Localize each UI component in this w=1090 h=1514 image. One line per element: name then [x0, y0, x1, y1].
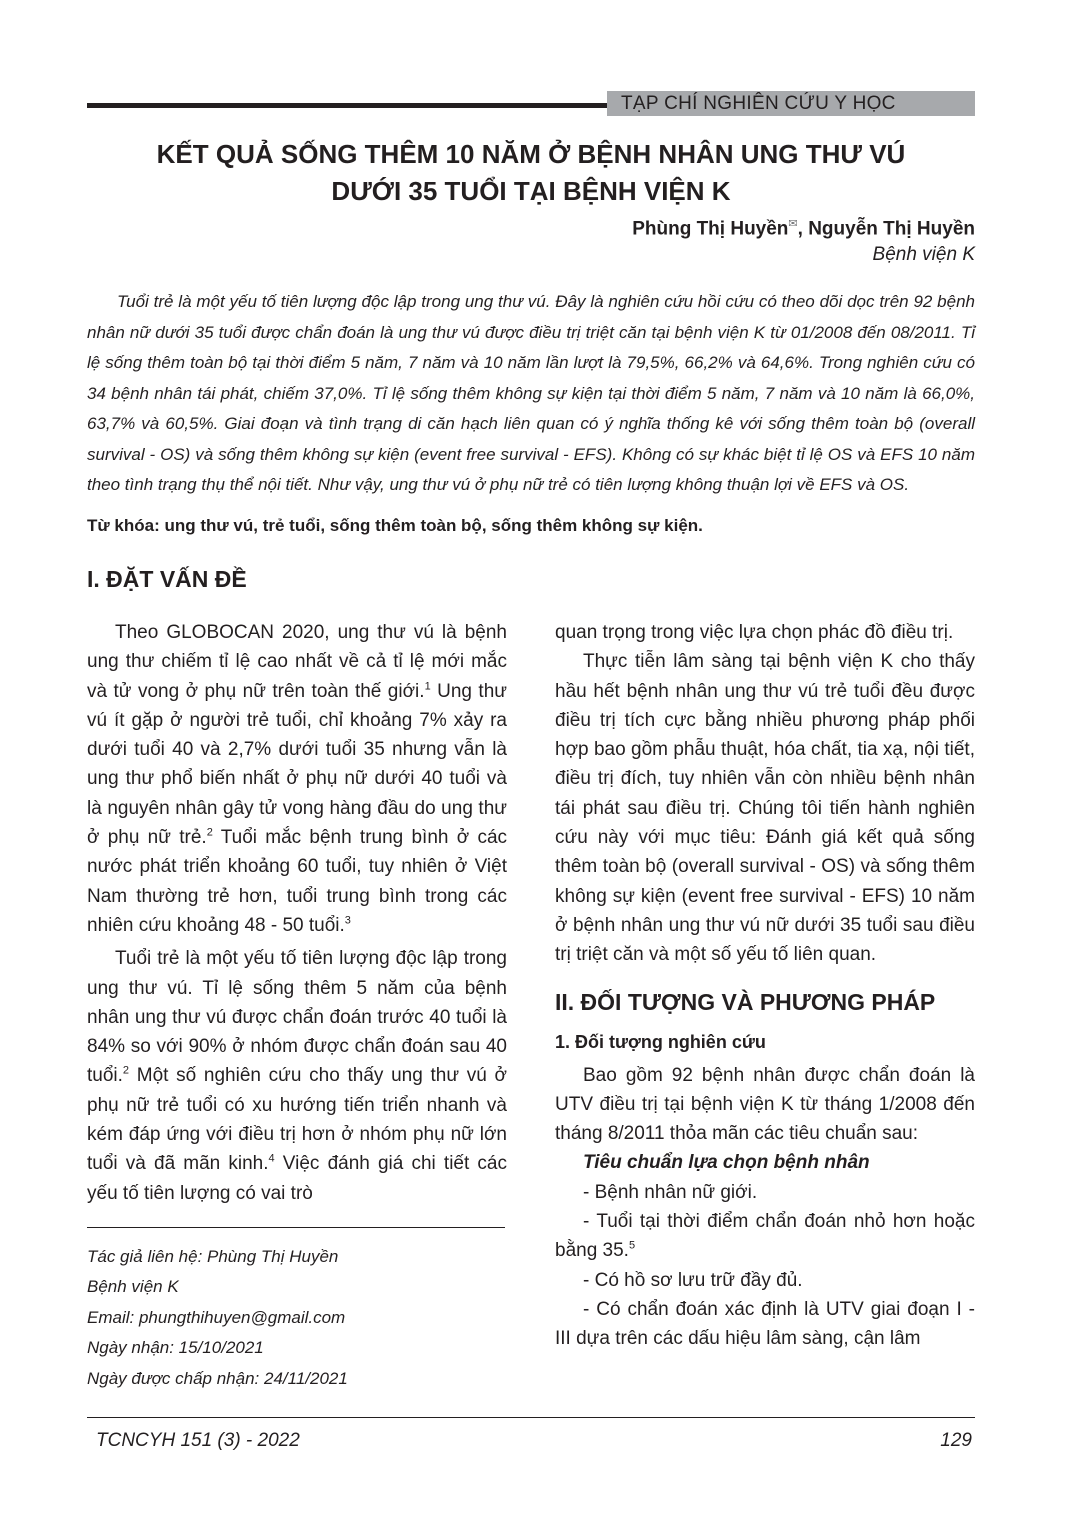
footnote-affiliation: Bệnh viện K — [87, 1277, 179, 1297]
reference-marker: 2 — [206, 826, 213, 839]
author-1: Phùng Thị Huyền — [632, 218, 789, 240]
reference-marker: 3 — [344, 914, 351, 927]
criteria-item: - Có hồ sơ lưu trữ đầy đủ. — [583, 1269, 803, 1291]
criteria-item: - Có chẩn đoán xác định là UTV giai đoạn I - III dựa trên các dấu hiệu lâm sàng, cận lâm — [555, 1298, 975, 1350]
header-rule — [87, 103, 607, 108]
journal-citation: TCNCYH 151 (3) - 2022 — [96, 1430, 300, 1451]
paragraph-2-part-c: Việc đánh giá chi tiết các yếu tố tiên lượng có vai trò — [87, 1153, 507, 1204]
criteria-item — [555, 1207, 975, 1266]
paragraph-1-part-b: Ung thư vú ít gặp ở người trẻ tuổi, chỉ khoảng 7% xảy ra dưới tuổi 40 và 2,7% dưới tuổi 35 nhưng vẫn là ung thư phổ biến nhất ở phụ nữ dưới 40 tuổi và là nguyên nhân gây tử vong hàng đầu do ung thư ở phụ nữ trẻ. — [87, 680, 507, 849]
section-2-heading: II. ĐỐI TƯỢNG VÀ PHƯƠNG PHÁP — [555, 988, 936, 1015]
section-1-heading: I. ĐẶT VẤN ĐỀ — [87, 566, 247, 592]
reference-marker: 5 — [628, 1240, 636, 1253]
date-received: Ngày nhận: 15/10/2021 — [87, 1338, 264, 1358]
author-list — [632, 211, 975, 242]
footer-rule — [87, 1417, 975, 1418]
reference-marker: 2 — [122, 1065, 130, 1078]
envelope-icon: ✉ — [788, 218, 798, 230]
right-column — [555, 618, 975, 1354]
author-affiliation: Bệnh viện K — [872, 244, 975, 265]
paragraph-1-part-c: Tuổi mắc bệnh trung bình ở các nước phát triển khoảng 60 tuổi, tuy nhiên ở Việt Nam thường trẻ hơn, tuổi trung bình trong các nhiên cứu khoảng 48 - 50 tuổi. — [87, 827, 508, 936]
abstract: Tuổi trẻ là một yếu tố tiên lượng độc lập trong ung thư vú. Đây là nghiên cứu hồi cứu có theo dõi dọc trên 92 bệnh nhân nữ dưới 35 tuổi được chẩn đoán là ung thư vú được điều trị triệt căn tại bệnh viện K từ 01/2008 đến 08/2011. Tỉ lệ sống thêm toàn bộ tại thời điểm 5 năm, 7 năm và 10 năm lần lượt là 79,5%, 66,2% và 64,6%. Trong nghiên cứu có 34 bệnh nhân tái phát, chiếm 37,0%. Tỉ lệ sống thêm không sự kiện tại thời điểm 5 năm, 7 năm và 10 năm là 66,0%, 63,7% và 60,5%. Giai đoạn và tình trạng di căn hạch liên quan có ý nghĩa thống kê với sống thêm toàn bộ (overall survival - OS) và sống thêm không sự kiện (event free survival - EFS). Không có sự khác biệt tỉ lệ OS và EFS 10 năm theo tình trạng thụ thể nội tiết. Như vậy, ung thư vú ở phụ nữ trẻ có tiên lượng không thuận lợi về EFS và OS. — [87, 292, 975, 494]
page-number: 129 — [940, 1430, 972, 1451]
paragraph-2-part-a: Tuổi trẻ là một yếu tố tiên lượng độc lập trong ung thư vú. Tỉ lệ sống thêm 5 năm của bệnh nhân ung thư vú được chẩn đoán trước 40 tuổi là 84% so với 90% ở nhóm được chẩn đoán sau 40 tuổi. — [87, 948, 507, 1087]
footnotes — [87, 1242, 348, 1394]
date-accepted: Ngày được chấp nhận: 24/11/2021 — [87, 1368, 348, 1388]
subjects-paragraph: Bao gồm 92 bệnh nhân được chẩn đoán là UTV điều trị tại bệnh viện K từ tháng 1/2008 đến tháng 8/2011 thỏa mãn các tiêu chuẩn sau: — [555, 1064, 975, 1145]
criteria-item: - Bệnh nhân nữ giới. — [583, 1181, 758, 1203]
paragraph-3: Thực tiễn lâm sàng tại bệnh viện K cho thấy hầu hết bệnh nhân ung thư vú trẻ tuổi đều được điều trị tích cực bằng nhiều phương pháp phối hợp bao gồm phẫu thuật, hóa chất, tia xạ, nội tiết, điều trị đích, tuy nhiên vẫn còn nhiều bệnh nhân tái phát sau điều trị. Chúng tôi tiến hành nghiên cứu này với mục tiêu: Đánh giá kết quả sống thêm toàn bộ (overall survival - OS) và sống thêm không sự kiện (event free survival - EFS) 10 năm ở bệnh nhân ung thư vú nữ dưới 35 tuổi sau điều trị triệt căn và một số yếu tố liên quan. — [555, 651, 975, 966]
keywords: Từ khóa: ung thư vú, trẻ tuổi, sống thêm toàn bộ, sống thêm không sự kiện. — [87, 516, 703, 535]
title-line-1: KẾT QUẢ SỐNG THÊM 10 NĂM Ở BỆNH NHÂN UNG THƯ VÚ — [156, 139, 906, 169]
article-title — [87, 136, 975, 210]
left-column — [87, 618, 507, 1208]
reference-marker: 1 — [424, 680, 431, 693]
footnote-email: Email: phungthihuyen@gmail.com — [87, 1307, 346, 1327]
reference-marker: 4 — [268, 1153, 275, 1166]
author-2: Nguyễn Thị Huyền — [808, 218, 975, 240]
footnote-rule — [87, 1227, 505, 1228]
paragraph-2 — [87, 944, 507, 1208]
corresponding-author: Tác giả liên hệ: Phùng Thị Huyền — [87, 1247, 339, 1266]
paragraph-2-part-b: Một số nghiên cứu cho thấy ung thư vú ở phụ nữ trẻ tuổi có xu hướng tiến triển nhanh và kém đáp ứng với điều trị hơn ở nhóm phụ nữ lớn tuổi và đã mãn kinh. — [87, 1065, 507, 1175]
subsection-heading: 1. Đối tượng nghiên cứu — [555, 1031, 766, 1052]
paragraph-1-part-a: Theo GLOBOCAN 2020, ung thư vú là bệnh ung thư chiếm tỉ lệ cao nhất về cả tỉ lệ mới mắc và tử vong ở phụ nữ trên toàn thế giới. — [87, 622, 507, 702]
author-separator: , — [797, 218, 809, 240]
criteria-item-text: - Tuổi tại thời điểm chẩn đoán nhỏ hơn hoặc bằng 35. — [555, 1211, 975, 1262]
title-line-2: DƯỚI 35 TUỔI TẠI BỆNH VIỆN K — [331, 176, 731, 206]
paragraph-2-continued: quan trọng trong việc lựa chọn phác đồ điều trị. — [555, 622, 954, 643]
paragraph-1 — [87, 618, 507, 940]
journal-name: TẠP CHÍ NGHIÊN CỨU Y HỌC — [607, 91, 975, 116]
criteria-heading: Tiêu chuẩn lựa chọn bệnh nhân — [583, 1152, 870, 1174]
